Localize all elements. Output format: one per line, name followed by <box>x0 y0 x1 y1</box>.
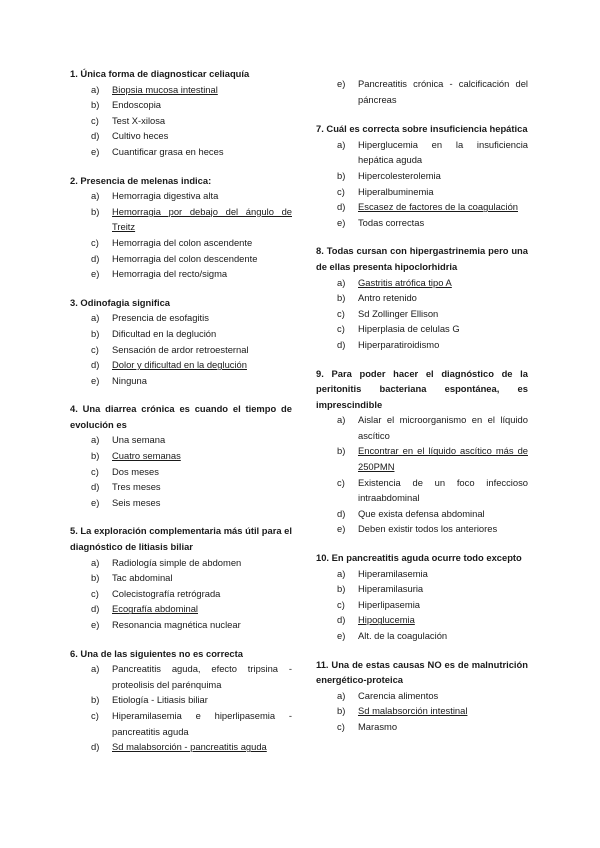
question-title: 5. La exploración complementaria más útil para el diagnóstico de litiasis biliar <box>70 525 292 553</box>
option-text-correct: Encontrar en el líquido ascítico más de 250PMN <box>358 445 528 473</box>
option-text-correct: Hipoglucemia <box>358 614 415 626</box>
option <box>70 555 292 571</box>
option-text: Endoscopia <box>112 99 161 111</box>
option-letter: c) <box>91 114 99 126</box>
right-column <box>316 66 528 748</box>
option <box>316 581 528 597</box>
option-text: Deben existir todos los anteriores <box>358 523 498 535</box>
option-letter: d) <box>91 252 100 264</box>
option-text-correct: Hemorragia por debajo del ángulo de Treitz <box>112 205 292 233</box>
option-text: Hiperglucemia en la insuficiencia hepática aguda <box>358 138 528 166</box>
option-letter: a) <box>337 567 346 579</box>
option <box>70 251 292 267</box>
option-letter: b) <box>91 694 100 706</box>
option <box>316 443 528 474</box>
option-text-correct: Sd malabsorción - pancreatitis aguda <box>112 741 267 753</box>
option <box>70 188 292 204</box>
option <box>70 82 292 98</box>
option-letter: a) <box>337 276 346 288</box>
option <box>70 266 292 282</box>
question <box>70 66 292 160</box>
option-letter: e) <box>337 630 346 641</box>
option <box>316 628 528 644</box>
option <box>316 506 528 522</box>
option-text: Cuantificar grasa en heces <box>112 145 224 157</box>
option-text: Hiperamilasuria <box>358 583 424 595</box>
option <box>316 275 528 291</box>
option-text: Hiperplasia de celulas G <box>358 323 460 335</box>
option-letter: e) <box>91 374 100 386</box>
option-text: Seis meses <box>112 496 161 508</box>
option <box>316 703 528 719</box>
option-letter: c) <box>337 598 345 610</box>
option <box>316 412 528 443</box>
option-text-correct: Ecografía abdominal <box>112 603 198 615</box>
option-letter: e) <box>91 145 100 157</box>
question <box>70 523 292 632</box>
option-letter: b) <box>91 99 100 111</box>
option-text: Ninguna <box>112 374 147 386</box>
question-title: 1. Única forma de diagnosticar celiaquía <box>70 68 250 79</box>
option <box>70 128 292 144</box>
question-title: 7. Cuál es correcta sobre insuficiencia hepática <box>316 123 528 135</box>
option-text: Pancreatitis aguda, efecto tripsina - proteolisis del parénquima <box>112 663 292 690</box>
option-letter: e) <box>91 268 100 280</box>
option-letter: d) <box>91 741 100 753</box>
option <box>70 357 292 373</box>
option-text: Presencia de esofagitis <box>112 312 209 324</box>
option-letter: d) <box>91 130 100 142</box>
option-text-correct: Cuatro semanas <box>112 450 181 462</box>
option <box>70 586 292 602</box>
option-letter: c) <box>91 465 99 477</box>
option-letter: d) <box>91 603 100 615</box>
option-letter: c) <box>91 343 99 355</box>
option-text: Existencia de un foco infeccioso intraabdominal <box>358 476 528 504</box>
option-text: Hemorragia del colon descendente <box>112 252 258 264</box>
option-text: Tres meses <box>112 481 161 493</box>
option-text-correct: Escasez de factores de la coagulación <box>358 201 518 213</box>
option <box>316 168 528 184</box>
option-letter: e) <box>337 523 346 535</box>
option-text: Pancreatitis crónica - calcificación del páncreas <box>358 78 528 105</box>
option-text: Hiperamilasemia <box>358 567 428 579</box>
option-text: Todas correctas <box>358 216 425 228</box>
option <box>70 601 292 617</box>
option-text: Hiperalbuminemia <box>358 185 434 197</box>
option <box>70 342 292 358</box>
question <box>316 657 528 735</box>
question-title: 6. Una de las siguientes no es correcta <box>70 647 243 659</box>
option-letter: c) <box>91 709 99 721</box>
option <box>70 310 292 326</box>
option-letter: d) <box>337 507 346 519</box>
option-letter: c) <box>91 587 99 599</box>
option <box>70 144 292 160</box>
option-text: Aislar el microorganismo en el líquido ascítico <box>358 414 528 441</box>
option-text-correct: Biopsia mucosa intestinal <box>112 83 218 95</box>
option-text: Que exista defensa abdominal <box>358 507 485 519</box>
option <box>316 597 528 613</box>
option-text: Hemorragia del colon ascendente <box>112 236 253 248</box>
option-letter: e) <box>91 496 100 508</box>
option-letter: d) <box>91 359 100 371</box>
option <box>70 617 292 633</box>
option <box>70 479 292 495</box>
option <box>70 97 292 113</box>
option-letter: b) <box>91 205 100 217</box>
option <box>70 464 292 480</box>
option-text: Hiperparatiroidismo <box>358 338 440 350</box>
option-text: Radiología simple de abdomen <box>112 556 242 568</box>
option-letter: b) <box>337 583 346 595</box>
question-title: 3. Odinofagia significa <box>70 296 171 308</box>
option <box>70 661 292 692</box>
option-letter: a) <box>91 312 100 324</box>
option-letter: a) <box>91 434 100 446</box>
option-text: Hiperlipasemia <box>358 598 421 610</box>
option-text-correct: Gastritis atrófica tipo A <box>358 276 452 288</box>
option-text: Marasmo <box>358 720 398 732</box>
option-letter: c) <box>337 307 345 319</box>
option-letter: d) <box>337 201 346 213</box>
question <box>316 243 528 352</box>
question-6-continuation <box>316 76 528 107</box>
option-letter: a) <box>91 83 100 95</box>
option-letter: a) <box>91 556 100 568</box>
option-text-correct: Dolor y dificultad en la deglución <box>112 359 247 371</box>
option-letter: d) <box>337 614 346 626</box>
option-letter: b) <box>337 445 346 457</box>
option <box>316 321 528 337</box>
option <box>70 708 292 739</box>
option <box>316 215 528 231</box>
option-text: Sd Zollinger Ellison <box>358 307 439 319</box>
option <box>316 137 528 168</box>
question <box>70 646 292 755</box>
option-text: Etiología - Litiasis biliar <box>112 694 208 706</box>
option <box>70 373 292 389</box>
option <box>316 337 528 353</box>
option <box>316 199 528 215</box>
option-text: Resonancia magnética nuclear <box>112 619 241 630</box>
option <box>70 235 292 251</box>
option <box>316 521 528 537</box>
question-title: 10. En pancreatitis aguda ocurre todo excepto <box>316 552 522 564</box>
option-text: Test X-xilosa <box>112 114 166 126</box>
option-letter: a) <box>91 663 100 675</box>
option-letter: b) <box>337 292 346 304</box>
option-letter: b) <box>91 450 100 462</box>
option-letter: b) <box>91 327 100 339</box>
option <box>316 306 528 322</box>
option-text: Cultivo heces <box>112 130 169 142</box>
option-letter: c) <box>337 476 345 488</box>
option-letter: b) <box>337 705 346 717</box>
option-text: Tac abdominal <box>112 572 173 584</box>
question-title: 4. Una diarrea crónica es cuando el tiempo de evolución es <box>70 403 292 430</box>
option-text: Hiperamilasemia e hiperlipasemia - pancreatitis aguda <box>112 709 292 737</box>
option <box>70 432 292 448</box>
option <box>316 719 528 735</box>
option <box>70 204 292 235</box>
option-letter: c) <box>337 185 345 197</box>
option <box>316 612 528 628</box>
option <box>70 739 292 755</box>
option <box>70 326 292 342</box>
question <box>316 366 528 538</box>
question <box>316 121 528 230</box>
option <box>70 570 292 586</box>
question-title: 8. Todas cursan con hipergastrinemia pero una de ellas presenta hipoclorhidria <box>316 245 528 272</box>
option-text-correct: Sd malabsorción intestinal <box>358 705 468 717</box>
option <box>316 290 528 306</box>
option-letter: e) <box>337 216 346 228</box>
option-text: Dos meses <box>112 465 159 477</box>
option <box>316 475 528 506</box>
option-letter: c) <box>91 236 99 248</box>
option-text: Una semana <box>112 434 166 446</box>
question <box>70 173 292 282</box>
option-letter: b) <box>91 572 100 584</box>
question <box>70 295 292 389</box>
option-letter: c) <box>337 323 345 335</box>
option-letter: e) <box>337 78 346 89</box>
option-letter: d) <box>337 338 346 350</box>
option-text: Dificultad en la deglución <box>112 327 217 339</box>
option-text: Hipercolesterolemia <box>358 169 441 181</box>
option <box>70 448 292 464</box>
option-text: Hemorragia del recto/sigma <box>112 268 228 280</box>
option-letter: d) <box>91 481 100 493</box>
option-letter: c) <box>337 720 345 732</box>
option <box>316 688 528 704</box>
option-letter: a) <box>337 138 346 150</box>
question-title: 9. Para poder hacer el diagnóstico de la peritonitis bacteriana espontánea, es imprescindible <box>316 367 528 410</box>
option-text: Carencia alimentos <box>358 689 439 701</box>
option-text: Sensación de ardor retroesternal <box>112 343 249 355</box>
option <box>316 566 528 582</box>
question-title: 2. Presencia de melenas indica: <box>70 174 212 186</box>
option <box>70 495 292 511</box>
option <box>70 113 292 129</box>
option-text: Colecistografía retrógrada <box>112 587 221 599</box>
option-letter: b) <box>337 169 346 181</box>
question-title: 11. Una de estas causas NO es de malnutrición energético-proteica <box>316 658 528 686</box>
left-column <box>70 66 292 768</box>
question <box>70 401 292 510</box>
question <box>316 550 528 644</box>
option <box>70 692 292 708</box>
option-text: Hemorragia digestiva alta <box>112 190 219 202</box>
option-text: Alt. de la coagulación <box>358 630 448 641</box>
option-letter: a) <box>91 190 100 202</box>
option-letter: a) <box>337 414 346 426</box>
option-text: Antro retenido <box>358 292 417 304</box>
option-letter: e) <box>91 619 100 630</box>
option <box>316 184 528 200</box>
option-letter: a) <box>337 689 346 701</box>
